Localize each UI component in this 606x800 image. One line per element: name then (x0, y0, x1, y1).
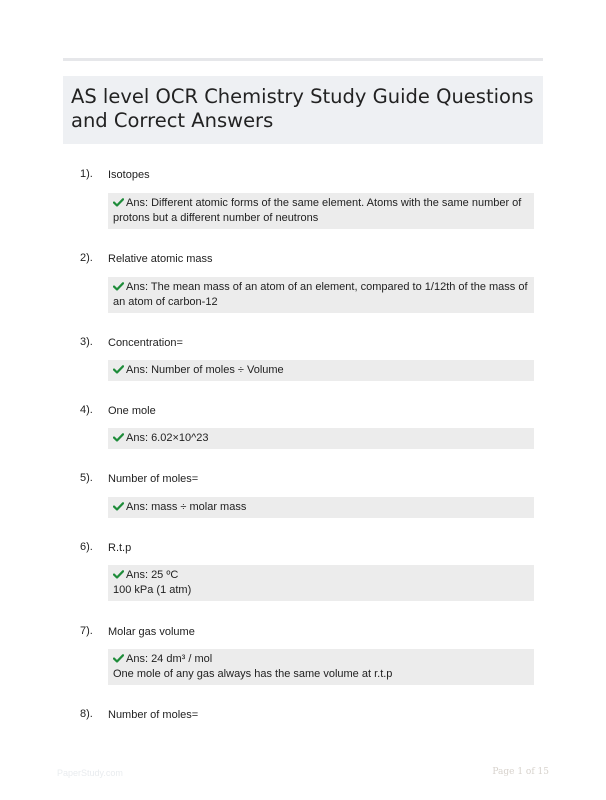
answer-box (108, 193, 534, 229)
page-title-line-2: and Correct Answers (71, 108, 274, 132)
question-number: 3). (80, 336, 93, 348)
question-text: Isotopes (108, 169, 150, 181)
answer-line: protons but a different number of neutrons (113, 212, 319, 224)
question-number: 2). (80, 252, 93, 264)
answer-box (108, 428, 534, 449)
answer-line: Ans: 25 ºC (113, 568, 528, 583)
answer-line: 100 kPa (1 atm) (113, 584, 192, 596)
question-text: Molar gas volume (108, 626, 195, 638)
answer-box (108, 277, 534, 313)
page-title (71, 85, 535, 132)
answer-line: Ans: mass ÷ molar mass (113, 500, 528, 515)
question-text: One mole (108, 405, 156, 417)
question-number: 7). (80, 625, 93, 637)
answer-line: an atom of carbon-12 (113, 296, 218, 308)
check-icon (113, 365, 124, 374)
check-icon (113, 502, 124, 511)
check-icon (113, 433, 124, 442)
question-number: 8). (80, 708, 93, 720)
question-number: 4). (80, 404, 93, 416)
question-text: Concentration= (108, 337, 183, 349)
top-divider (63, 58, 543, 61)
page-number: Page 1 of 15 (492, 767, 549, 777)
answer-box (108, 497, 534, 518)
answer-line: Ans: 24 dm³ / mol (113, 652, 528, 667)
check-icon (113, 198, 124, 207)
question-text: Number of moles= (108, 709, 199, 721)
answer-line: Ans: Number of moles ÷ Volume (113, 363, 528, 378)
footer-watermark: PaperStudy.com (57, 768, 123, 778)
answer-line: Ans: Different atomic forms of the same element. Atoms with the same number of (113, 196, 528, 211)
question-text: Relative atomic mass (108, 253, 213, 265)
check-icon (113, 570, 124, 579)
question-number: 1). (80, 168, 93, 180)
answer-line: Ans: 6.02×10^23 (113, 431, 528, 446)
question-number: 6). (80, 541, 93, 553)
check-icon (113, 654, 124, 663)
question-text: R.t.p (108, 542, 132, 554)
page-title-line-1: AS level OCR Chemistry Study Guide Questions (71, 85, 534, 108)
answer-box (108, 649, 534, 685)
question-text: Number of moles= (108, 473, 199, 485)
title-banner (63, 76, 543, 144)
question-number: 5). (80, 472, 93, 484)
answer-box (108, 360, 534, 381)
answer-box (108, 565, 534, 601)
answer-line: One mole of any gas always has the same volume at r.t.p (113, 668, 393, 680)
check-icon (113, 282, 124, 291)
answer-line: Ans: The mean mass of an atom of an element, compared to 1/12th of the mass of (113, 280, 528, 295)
